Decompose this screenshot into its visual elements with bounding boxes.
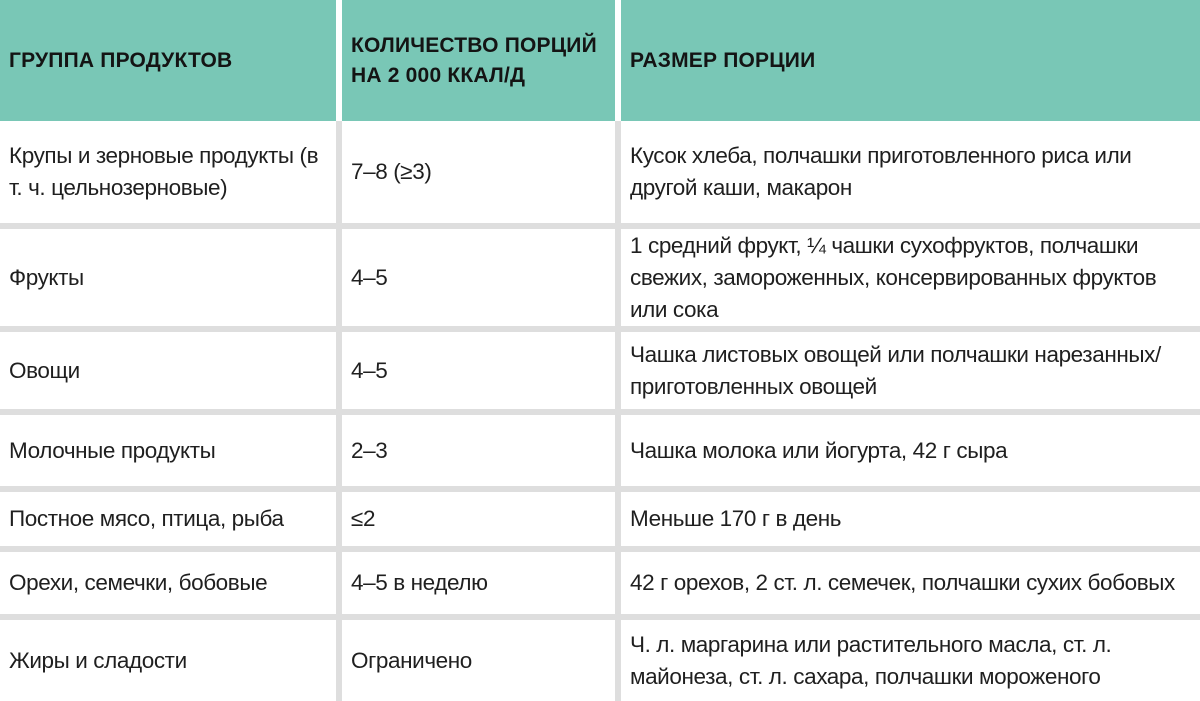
- cell-servings: 4–5: [351, 357, 388, 383]
- table-row-3-group: [0, 326, 342, 409]
- table-row-5-group: [0, 486, 342, 546]
- header-servings-label: КОЛИЧЕСТВО ПОРЦИЙ: [351, 33, 597, 57]
- table-row-3-servings: [342, 326, 621, 409]
- table-row-4-servings: [342, 409, 621, 486]
- table-row-5-servings: [342, 486, 621, 546]
- cell-servings: ≤2: [351, 506, 376, 531]
- cell-size: Чашка листовых овощей или полчашки нарезанных/ приготовленных овощей: [630, 341, 1161, 399]
- cell-servings: Ограничено: [351, 647, 472, 673]
- table-row-6-servings: [342, 546, 621, 614]
- header-portion-size-label: РАЗМЕР ПОРЦИИ: [630, 48, 816, 72]
- table-row-4-group: [0, 409, 342, 486]
- table-row-3-size: [621, 326, 1200, 409]
- cell-group: Постное мясо, птица, рыба: [9, 506, 284, 531]
- cell-group: Фрукты: [9, 264, 84, 290]
- cell-size: Кусок хлеба, полчашки приготовленного риса или другой каши, макарон: [630, 143, 1132, 200]
- table-row-1-size: [621, 121, 1200, 223]
- header-portion-size: [621, 0, 1200, 121]
- cell-size: Ч. л. маргарина или растительного масла, ст. л. майонеза, ст. л. сахара, полчашки мороженого: [630, 631, 1112, 689]
- table-row-6-group: [0, 546, 342, 614]
- table-row-2-servings: [342, 223, 621, 326]
- table-row-7-group: [0, 614, 342, 701]
- table-row-2-size: [621, 223, 1200, 326]
- cell-group: Крупы и зерновые продукты (в т. ч. цельнозерновые): [9, 143, 319, 200]
- cell-size: 42 г орехов, 2 ст. л. семечек, полчашки сухих бобовых: [630, 570, 1175, 595]
- cell-group: Жиры и сладости: [9, 647, 187, 673]
- table-row-1-servings: [342, 121, 621, 223]
- cell-size: 1 средний фрукт, ¼ чашки сухофруктов, полчашки свежих, замороженных, консервированных фруктов или сока: [630, 232, 1157, 322]
- table-row-7-size: [621, 614, 1200, 701]
- table-row-6-size: [621, 546, 1200, 614]
- cell-group: Орехи, семечки, бобовые: [9, 570, 268, 595]
- cell-size: Чашка молока или йогурта, 42 г сыра: [630, 437, 1008, 463]
- header-product-group: [0, 0, 342, 121]
- cell-servings: 7–8 (≥3): [351, 159, 432, 184]
- table-row-1-group: [0, 121, 342, 223]
- table-row-4-size: [621, 409, 1200, 486]
- cell-servings: 4–5 в неделю: [351, 570, 488, 595]
- cell-size: Меньше 170 г в день: [630, 506, 842, 531]
- table-row-7-servings: [342, 614, 621, 701]
- cell-group: Овощи: [9, 357, 80, 383]
- cell-group: Молочные продукты: [9, 437, 216, 463]
- header-servings: [342, 0, 621, 121]
- cell-servings: 2–3: [351, 437, 388, 463]
- table-row-5-size: [621, 486, 1200, 546]
- cell-servings: 4–5: [351, 264, 388, 290]
- header-servings-sublabel: НА 2 000 ККАЛ/Д: [351, 63, 526, 87]
- table-row-2-group: [0, 223, 342, 326]
- header-product-group-label: ГРУППА ПРОДУКТОВ: [9, 48, 233, 72]
